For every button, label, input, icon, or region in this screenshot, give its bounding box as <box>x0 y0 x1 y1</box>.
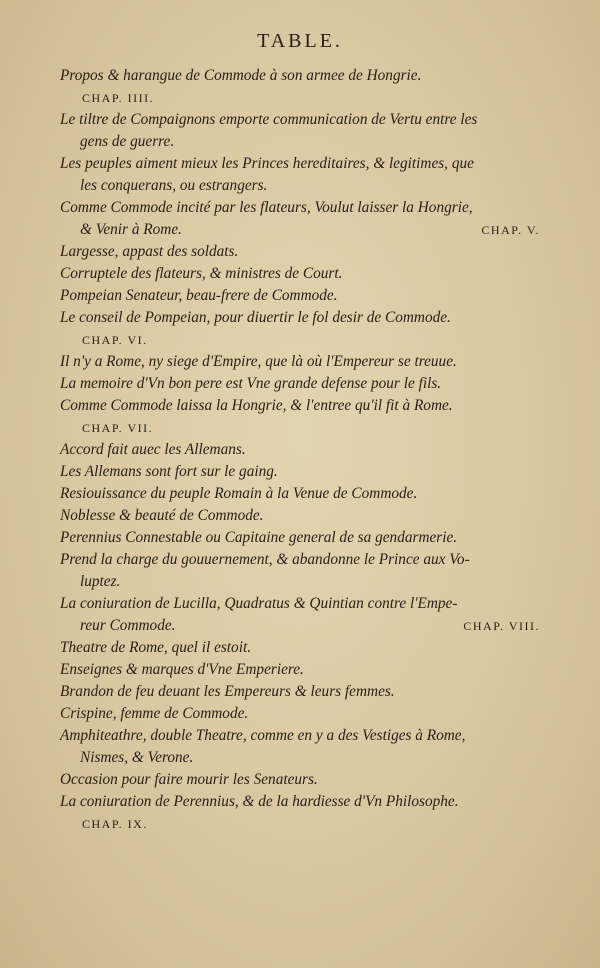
entry-text: Le tiltre de Compaignons emporte communication de Vertu entre les <box>60 111 478 128</box>
table-entry <box>60 769 540 791</box>
table-entry <box>60 703 540 725</box>
table-entry <box>60 483 540 505</box>
entry-text: La memoire d'Vn bon pere est Vne grande defense pour le fils. <box>60 375 442 392</box>
chapter-heading: CHAP. IX. <box>82 817 148 831</box>
entry-text: La coniuration de Perennius, & de la hardiesse d'Vn Philosophe. <box>60 793 459 810</box>
entry-text: Les Allemans sont fort sur le gaing. <box>60 463 278 480</box>
entry-text: luptez. <box>80 573 121 590</box>
entry-continuation <box>60 571 540 593</box>
table-entry <box>60 153 540 175</box>
entry-text: Pompeian Senateur, beau-frere de Commode. <box>60 287 338 304</box>
table-entry <box>60 593 540 615</box>
table-entry <box>60 109 540 131</box>
entry-text: gens de guerre. <box>80 133 175 150</box>
table-entries <box>60 65 540 835</box>
table-entry <box>60 505 540 527</box>
table-entry <box>60 791 540 813</box>
entry-text: Corruptele des flateurs, & ministres de Court. <box>60 265 343 282</box>
entry-continuation <box>60 175 540 197</box>
table-entry <box>60 241 540 263</box>
table-entry <box>60 307 540 329</box>
table-entry <box>60 461 540 483</box>
entry-continuation <box>60 131 540 153</box>
entry-text: Largesse, appast des soldats. <box>60 243 239 260</box>
chapter-heading: CHAP. VIII. <box>463 619 540 633</box>
chapter-heading: CHAP. V. <box>481 223 540 237</box>
entry-text: Accord fait auec les Allemans. <box>60 441 246 458</box>
table-entry <box>60 681 540 703</box>
table-entry <box>60 439 540 461</box>
page-header: TABLE. <box>257 30 343 52</box>
entry-text: Resiouissance du peuple Romain à la Venue de Commode. <box>60 485 418 502</box>
table-entry <box>60 351 540 373</box>
entry-text: reur Commode. <box>80 617 176 634</box>
table-entry <box>60 637 540 659</box>
entry-text: Theatre de Rome, quel il estoit. <box>60 639 252 656</box>
entry-text: Comme Commode laissa la Hongrie, & l'entree qu'il fit à Rome. <box>60 397 453 414</box>
chapter-heading: CHAP. VII. <box>82 421 154 435</box>
entry-text: Enseignes & marques d'Vne Emperiere. <box>60 661 304 678</box>
entry-text: Le conseil de Pompeian, pour diuertir le fol desir de Commode. <box>60 309 451 326</box>
table-entry <box>60 263 540 285</box>
entry-continuation <box>60 747 540 769</box>
entry-text: Crispine, femme de Commode. <box>60 705 249 722</box>
table-entry <box>60 527 540 549</box>
entry-text: Prend la charge du gouuernement, & abandonne le Prince aux Vo- <box>60 551 470 568</box>
entry-text: Noblesse & beauté de Commode. <box>60 507 264 524</box>
table-entry <box>60 725 540 747</box>
chapter-heading: CHAP. VI. <box>82 333 148 347</box>
entry-text: & Venir à Rome. <box>80 221 182 238</box>
entry-text: Brandon de feu deuant les Empereurs & leurs femmes. <box>60 683 395 700</box>
entry-text: Occasion pour faire mourir les Senateurs. <box>60 771 318 788</box>
table-entry <box>60 197 540 219</box>
entry-text: Amphiteathre, double Theatre, comme en y a des Vestiges à Rome, <box>60 727 466 744</box>
table-entry <box>60 549 540 571</box>
entry-text: les conquerans, ou estrangers. <box>80 177 268 194</box>
chapter-heading: CHAP. IIII. <box>82 91 155 105</box>
table-entry <box>60 65 540 87</box>
entry-text: Comme Commode incité par les flateurs, Voulut laisser la Hongrie, <box>60 199 473 216</box>
entry-text: Nismes, & Verone. <box>80 749 194 766</box>
entry-text: Perennius Connestable ou Capitaine general de sa gendarmerie. <box>60 529 458 546</box>
entry-continuation <box>60 615 540 637</box>
entry-text: Propos & harangue de Commode à son armee de Hongrie. <box>60 67 422 84</box>
table-entry <box>60 373 540 395</box>
entry-continuation <box>60 219 540 241</box>
table-entry <box>60 395 540 417</box>
entry-text: Il n'y a Rome, ny siege d'Empire, que là où l'Empereur se treuue. <box>60 353 457 370</box>
table-entry <box>60 285 540 307</box>
entry-text: Les peuples aiment mieux les Princes hereditaires, & legitimes, que <box>60 155 474 172</box>
table-entry <box>60 659 540 681</box>
entry-text: La coniuration de Lucilla, Quadratus & Quintian contre l'Empe- <box>60 595 458 612</box>
